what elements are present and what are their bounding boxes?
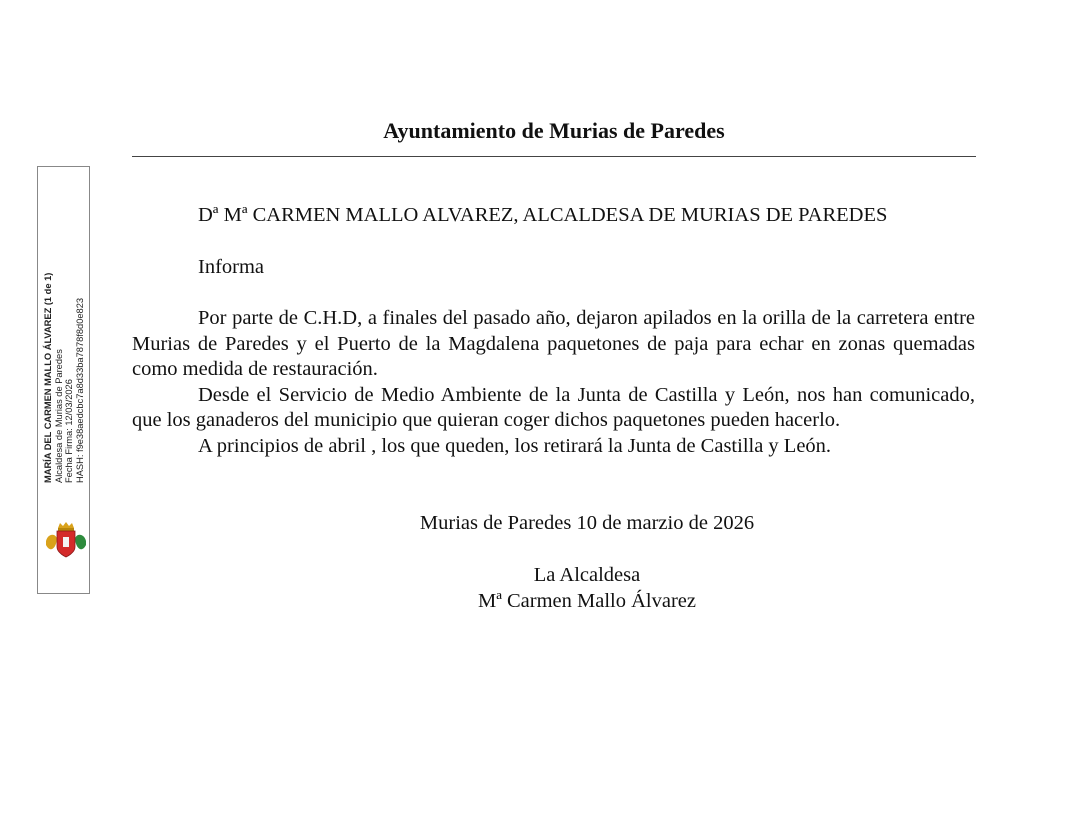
coat-of-arms-icon <box>42 521 90 559</box>
document-recipient: Dª Mª CARMEN MALLO ALVAREZ, ALCALDESA DE MURIAS DE PAREDES <box>198 204 888 226</box>
seal-left-ornament <box>46 535 57 550</box>
seal-crown-band <box>58 528 74 531</box>
page-title: Ayuntamiento de Murias de Paredes <box>383 118 725 143</box>
signature-role: Alcaldesa de Murias de Paredes <box>53 349 64 483</box>
body-paragraph: A principios de abril , los que queden, los retirará la Junta de Castilla y León. <box>198 434 832 457</box>
document-body <box>132 306 975 459</box>
document-date: Murias de Paredes 10 de marzio de 2026 <box>419 512 755 534</box>
signature-signer: MARÍA DEL CARMEN MALLO ÁLVAREZ (1 de 1) <box>43 272 53 483</box>
seal-tower <box>63 537 69 547</box>
header-divider <box>132 156 976 157</box>
body-paragraph: Desde el Servicio de Medio Ambiente de la Junta de Castilla y León, nos han comunicado, que los ganaderos del municipio que quieran coger dichos paquetones pueden hacerlo. <box>132 383 975 431</box>
seal-crown <box>58 522 74 528</box>
signature-date: Fecha Firma: 12/03/2026 <box>64 379 74 483</box>
document-heading: Informa <box>198 256 265 278</box>
seal-right-ornament <box>75 535 86 550</box>
signature-title: La Alcaldesa <box>533 564 641 586</box>
body-paragraph: Por parte de C.H.D, a finales del pasado año, dejaron apilados en la orilla de la carretera entre Murias de Paredes y el Puerto de la Magdalena paquetones de paja para echar en zonas quemadas como medida de restauración. <box>132 307 975 380</box>
signature-stamp-text <box>43 243 87 483</box>
signature-name: Mª Carmen Mallo Álvarez <box>478 590 696 612</box>
signature-hash: HASH: f9e38aedcbc7a8d33ba7878f8d0e823 <box>74 297 85 483</box>
